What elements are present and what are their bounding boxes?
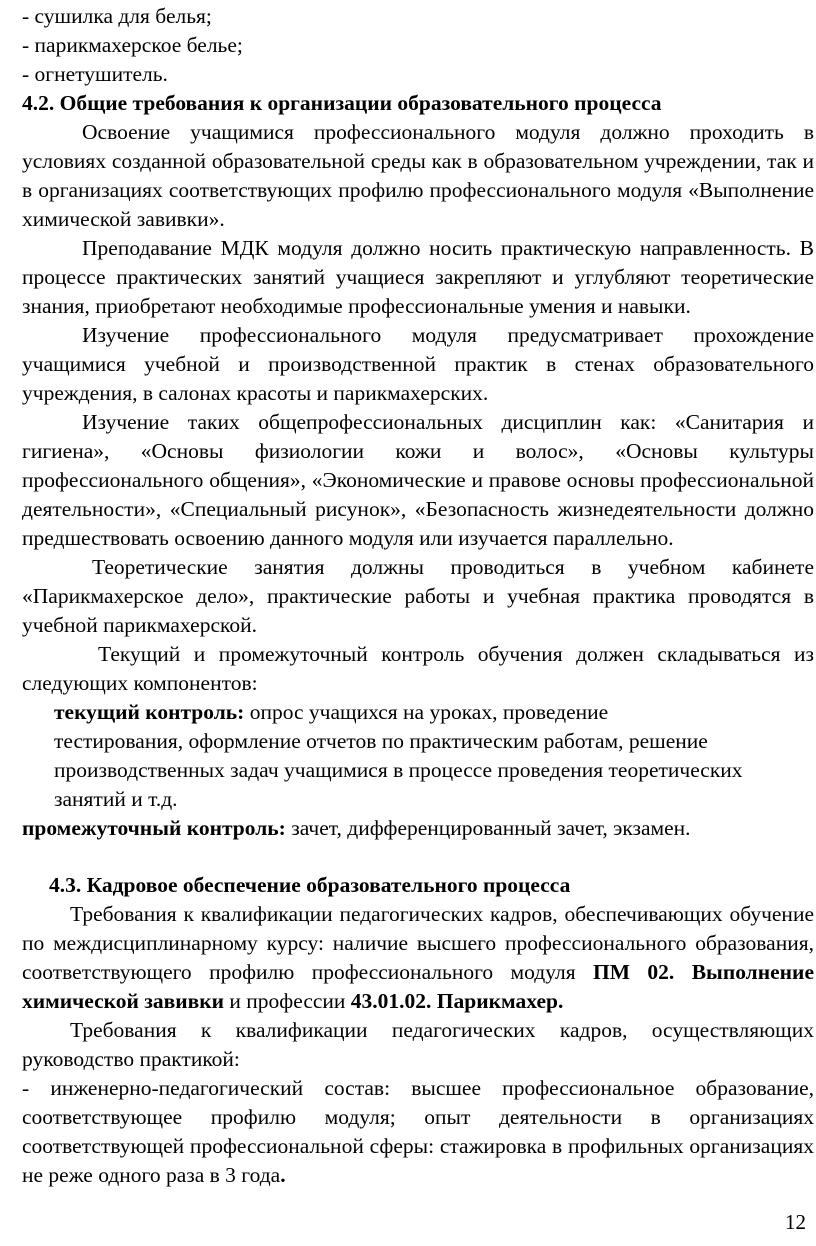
section-heading-4-3: 4.3. Кадровое обеспечение образовательного процесса	[49, 873, 571, 897]
equipment-list	[22, 2, 814, 89]
paragraph: Теоретические занятия должны проводиться в учебном кабинете «Парикмахерское дело», практические работы и учебная практика проводятся в учебной парикмахерской.	[22, 555, 814, 637]
spacer	[22, 843, 814, 871]
paragraph-end: .	[280, 1163, 286, 1187]
current-control-block	[22, 698, 814, 814]
list-item: - огнетушитель.	[22, 62, 168, 86]
interim-control-label: промежуточный контроль:	[22, 816, 286, 840]
paragraph-text: Требования к квалификации педагогических кадров, обеспечивающих обучение по междисциплинарному курсу: наличие высшего профессионального образования, соответствующего профилю профессионального модуля	[22, 902, 814, 984]
paragraph: Изучение профессионального модуля предусматривает прохождение учащимися учебной и производственной практик в стенах образовательного учреждения, в салонах красоты и парикмахерских.	[22, 323, 814, 405]
paragraph	[22, 900, 814, 1016]
paragraph-text: - инженерно-педагогический состав: высшее профессиональное образование, соответствующее профилю модуля; опыт деятельности в организациях соответствующей профессиональной сферы: стажировка в профильных организациях не реже одного раза в 3 года	[22, 1076, 814, 1187]
paragraph: Текущий и промежуточный контроль обучения должен складываться из следующих компонентов:	[22, 642, 814, 695]
current-control-text: опрос учащихся на уроках, проведение	[244, 700, 609, 724]
page-number: 12	[785, 1210, 806, 1234]
paragraph: Преподавание МДК модуля должно носить практическую направленность. В процессе практических занятий учащиеся закрепляют и углубляют теоретические знания, приобретают необходимые профессиональные умения и навыки.	[22, 236, 814, 318]
interim-control-text: зачет, дифференцированный зачет, экзамен.	[285, 816, 691, 840]
list-item: - парикмахерское белье;	[22, 33, 243, 57]
current-control-text: занятий и т.д.	[54, 787, 178, 811]
paragraph: Изучение таких общепрофессиональных дисциплин как: «Санитария и гигиена», «Основы физиологии кожи и волос», «Основы культуры профессионального общения», «Экономические и правове основы профессиональной деятельности», «Специальный рисунок», «Безопасность жизнедеятельности должно предшествовать освоению данного модуля или изучается параллельно.	[22, 410, 814, 550]
paragraph: Освоение учащимися профессионального модуля должно проходить в условиях созданной образовательной среды как в образовательном учреждении, так и в организациях соответствующих профилю профессионального модуля «Выполнение химической завивки».	[22, 120, 814, 231]
current-control-text: производственных задач учащимися в процессе проведения теоретических	[54, 758, 743, 782]
current-control-text: тестирования, оформление отчетов по практическим работам, решение	[54, 729, 708, 753]
interim-control-line	[22, 814, 814, 843]
paragraph	[22, 1074, 814, 1190]
module-name: ПМ 02. Выполнение химической завивки	[22, 960, 814, 1013]
current-control-label: текущий контроль:	[54, 700, 245, 724]
profession-name: 43.01.02. Парикмахер.	[350, 989, 564, 1013]
document-page	[22, 2, 814, 1190]
list-item: - сушилка для белья;	[22, 4, 212, 28]
section-heading-4-2: 4.2. Общие требования к организации образовательного процесса	[22, 91, 662, 115]
paragraph-text: и профессии	[224, 989, 351, 1013]
paragraph: Требования к квалификации педагогических кадров, осуществляющих руководство практикой:	[22, 1018, 814, 1071]
